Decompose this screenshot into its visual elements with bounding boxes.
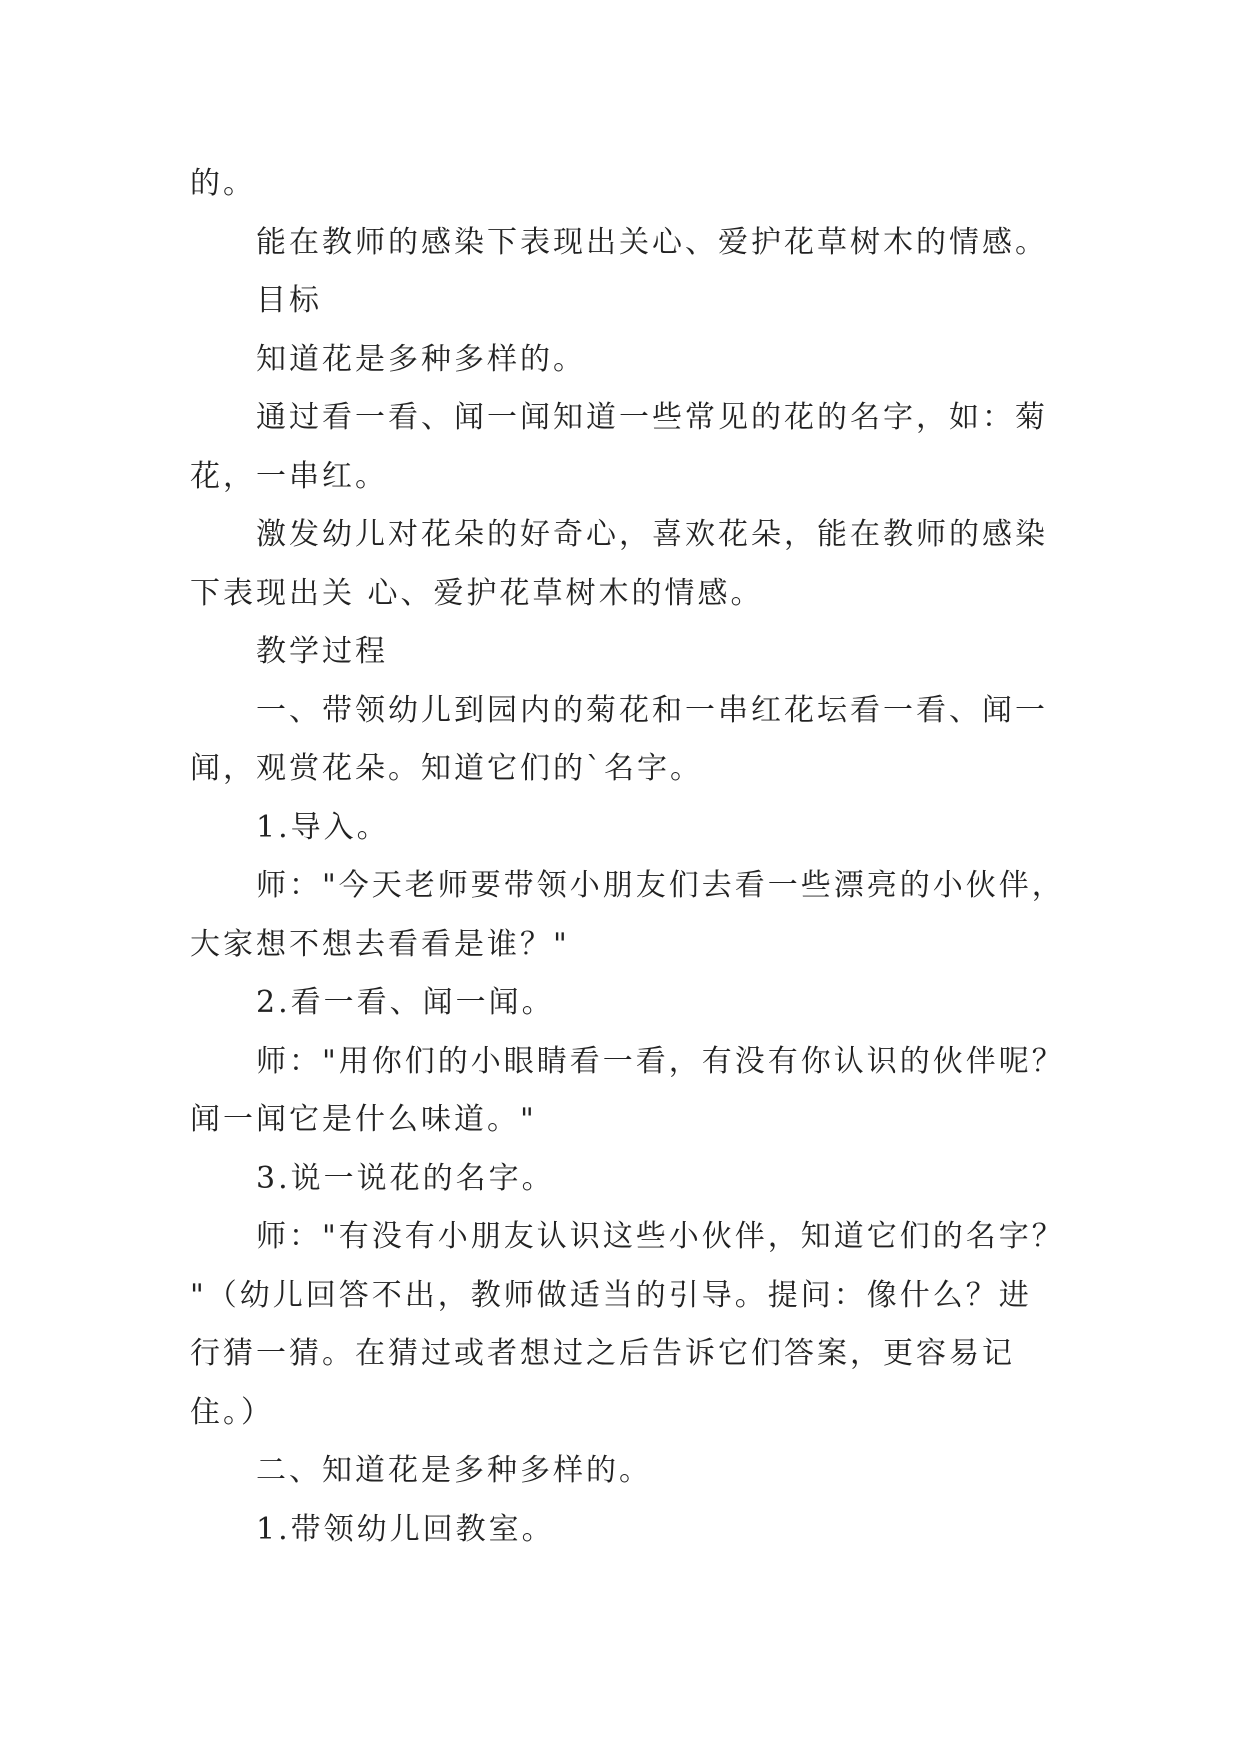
text-line: 大家想不想去看看是谁？"	[190, 926, 570, 962]
text-line: 激发幼儿对花朵的好奇心，喜欢花朵，能在教师的感染	[256, 517, 1048, 552]
text-line: 的。	[190, 166, 256, 201]
text-line: 师："用你们的小眼睛看一看，有没有你认识的伙伴呢？	[256, 1043, 1065, 1079]
text-line: 住。）	[190, 1394, 274, 1430]
text-line: 3.说一说花的名字。	[256, 1160, 555, 1196]
text-line: 二、知道花是多种多样的。	[256, 1453, 652, 1488]
text-line: 能在教师的感染下表现出关心、爱护花草树木的情感。	[256, 224, 1048, 260]
text-line: 知道花是多种多样的。	[256, 341, 586, 377]
document-body	[190, 155, 1065, 1559]
text-line: 闻，观赏花朵。知道它们的`名字。	[190, 751, 703, 786]
text-line: 目标	[256, 283, 322, 318]
text-line: 1.导入。	[256, 809, 390, 845]
text-line: 教学过程	[256, 634, 388, 669]
text-line: 师："有没有小朋友认识这些小伙伴，知道它们的名字？	[256, 1219, 1065, 1254]
text-line: 一、带领幼儿到园内的菊花和一串红花坛看一看、闻一	[256, 692, 1048, 728]
text-line: 闻一闻它是什么味道。"	[190, 1102, 537, 1137]
text-line: 通过看一看、闻一闻知道一些常见的花的名字，如：菊	[256, 400, 1048, 435]
text-line: "（幼儿回答不出，教师做适当的引导。提问：像什么？进	[190, 1277, 1032, 1313]
text-line: 花，一串红。	[190, 458, 388, 494]
text-line: 2.看一看、闻一闻。	[256, 985, 555, 1020]
text-line: 下表现出关 心、爱护花草树木的情感。	[190, 575, 764, 611]
text-line: 1.带领幼儿回教室。	[256, 1511, 555, 1547]
text-line: 师："今天老师要带领小朋友们去看一些漂亮的小伙伴，	[256, 868, 1065, 903]
text-line: 行猜一猜。在猜过或者想过之后告诉它们答案，更容易记	[190, 1336, 1015, 1371]
